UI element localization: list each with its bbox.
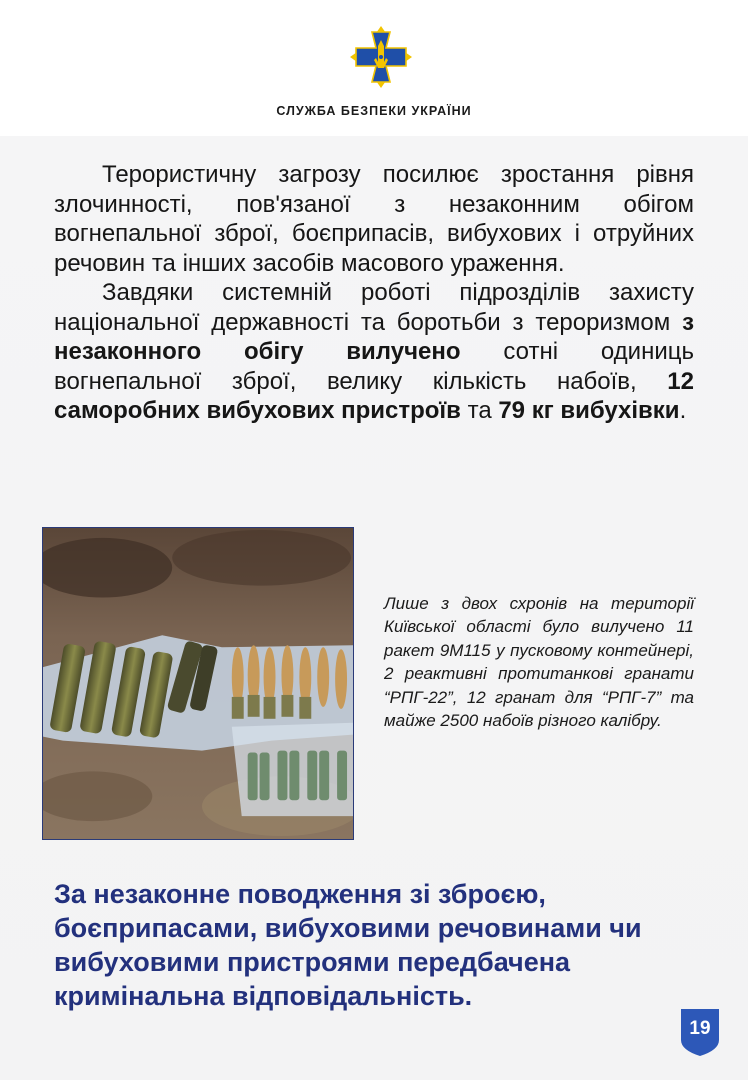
page-number: 19 [689, 1018, 711, 1039]
photo-caption: Лише з двох схронів на території Київської області було вилучено 11 ракет 9М115 у пусковому контейнері, 2 реактивні протитанкові гранати “РПГ-22”, 12 гранат для “РПГ-7” та майже 2500 набоїв різного калібру. [384, 594, 694, 731]
page-header [0, 0, 748, 136]
bold-span: 79 кг вибухівки [498, 397, 680, 424]
agency-name: СЛУЖБА БЕЗПЕКИ УКРАЇНИ [276, 104, 472, 118]
seized-weapons-photo [42, 527, 354, 840]
text-span: Завдяки системній роботі підрозділів захисту національної державності та боротьби з тероризмом [54, 279, 694, 336]
text-span: та [460, 397, 499, 424]
text-span: сотні одиниць вогнепальної зброї, велику кількість набоїв, [54, 338, 694, 395]
bold-span: 12 саморобних вибухових пристроїв [54, 367, 694, 424]
bold-span: з незаконного обігу вилучено [54, 308, 694, 365]
paragraph-threat: Терористичну загрозу посилює зростання рівня злочинності, пов'язаної з незаконним обігом вогнепальної зброї, боєприпасів, вибухових і отруйних речовин та інших засобів масового ураження. [54, 161, 694, 277]
text-span: . [679, 397, 687, 424]
paragraph-results [54, 278, 694, 426]
sbu-emblem-icon [348, 24, 414, 90]
body-text [54, 160, 694, 426]
legal-warning: За незаконне поводження зі зброєю, боєприпасами, вибуховими речовинами чи вибуховими пристроями передбачена кримінальна відповідальність. [54, 879, 642, 1011]
